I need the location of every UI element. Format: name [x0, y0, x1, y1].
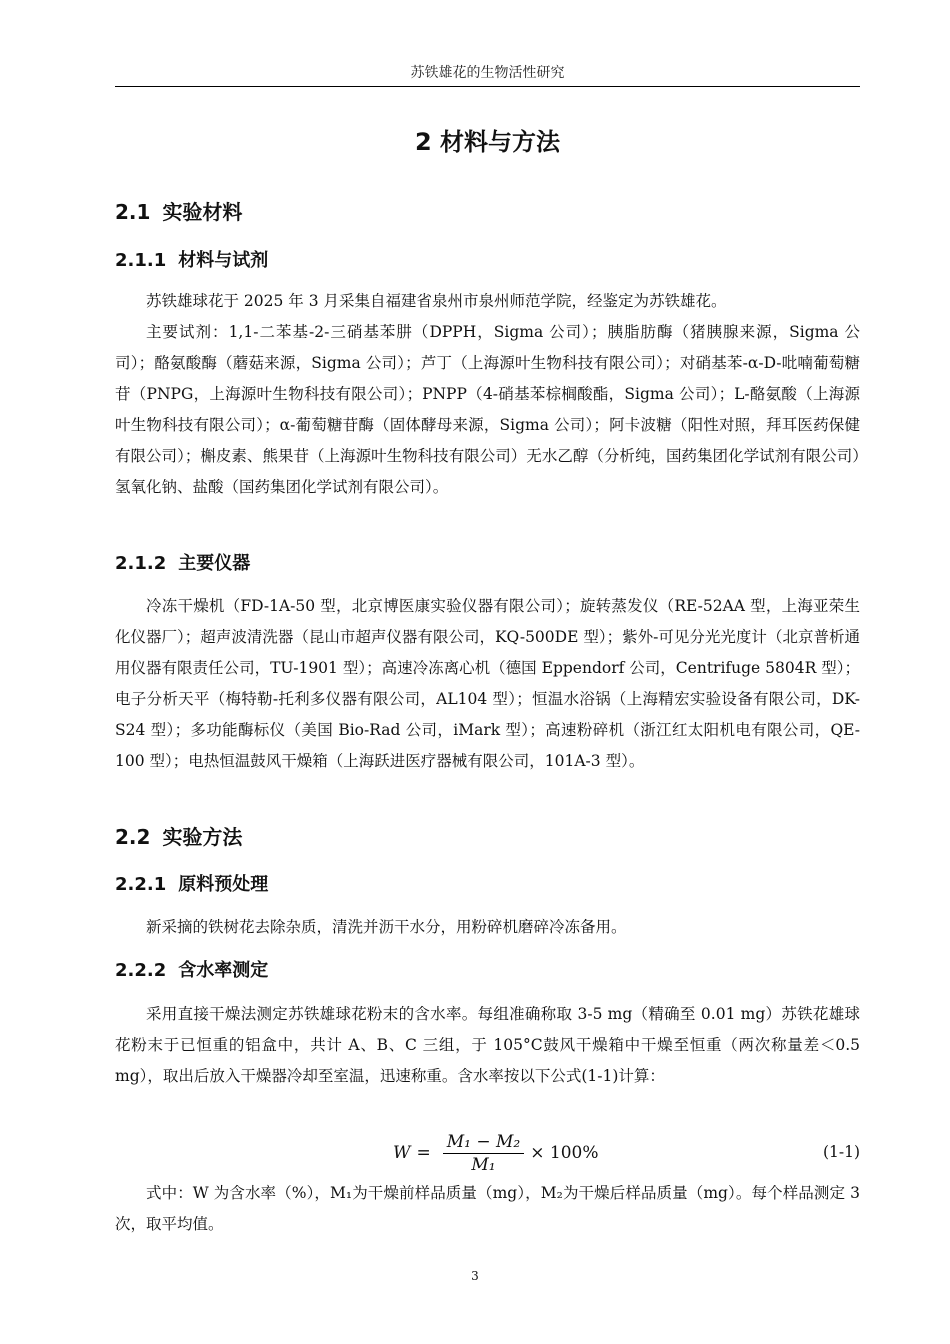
formula-lhs: W	[393, 1143, 411, 1163]
section-number: 2.2.2	[115, 960, 167, 981]
paragraph-formula-explanation: 式中：W 为含水率（%），M₁为干燥前样品质量（mg），M₂为干燥后样品质量（mg）。每个样品测定 3 次，取平均值。	[115, 1184, 860, 1233]
formula-equals: =	[416, 1143, 431, 1163]
section-title: 材料与试剂	[178, 250, 269, 271]
paragraph-moisture-method: 采用直接干燥法测定苏铁雄球花粉末的含水率。每组准确称取 3-5 mg（精确至 0.01 mg）苏铁花雄球花粉末于已恒重的铝盒中，共计 A、B、C 三组，于 105°C鼓风干燥箱中干燥至恒重（两次称量差＜0.5 mg），取出后放入干燥器冷却至室温，迅速称重。含水率按以下公式(1-1)计算：	[115, 1005, 860, 1085]
section-number: 2.2	[115, 825, 151, 849]
section-title: 原料预处理	[178, 874, 269, 895]
section-title: 主要仪器	[178, 553, 251, 574]
section-heading-2-2-1	[115, 872, 268, 898]
formula-denominator: M₁	[471, 1154, 496, 1175]
section-number: 2.2.1	[115, 874, 167, 895]
formula-numerator: M₁ − M₂	[446, 1131, 521, 1152]
section-number: 2.1.1	[115, 250, 167, 271]
equation-number: (1-1)	[822, 1143, 860, 1161]
chapter-title: 2 材料与方法	[414, 128, 561, 156]
section-title: 实验材料	[162, 200, 243, 224]
section-heading-2-1-2	[115, 551, 250, 577]
section-title: 含水率测定	[178, 960, 269, 981]
page-number: 3	[471, 1269, 479, 1283]
section-heading-2-2	[115, 823, 242, 851]
section-number: 2.1	[115, 200, 151, 224]
header-rule	[115, 86, 860, 87]
formula-fraction	[443, 1131, 525, 1176]
running-header: 苏铁雄花的生物活性研究	[410, 65, 565, 81]
paragraph-material-source: 苏铁雄球花于 2025 年 3 月采集自福建省泉州市泉州师范学院，经鉴定为苏铁雄花。	[146, 292, 727, 310]
section-heading-2-2-2	[115, 958, 268, 984]
paragraph-reagents: 主要试剂：1,1-二苯基-2-三硝基苯肼（DPPH，Sigma 公司）；胰脂肪酶（猪胰腺来源，Sigma 公司）；酪氨酸酶（蘑菇来源，Sigma 公司）；芦丁（上海源叶生物科技有限公司）；对硝基苯-α-D-吡喃葡萄糖苷（PNPG，上海源叶生物科技有限公司）；PNPP（4-硝基苯棕榈酸酯，Sigma 公司）；L-酪氨酸（上海源叶生物科技有限公司）；α-葡萄糖苷酶（固体酵母来源，Sigma 公司）；阿卡波糖（阳性对照，拜耳医药保健有限公司）；槲皮素、熊果苷（上海源叶生物科技有限公司）无水乙醇（分析纯，国药集团化学试剂有限公司）氢氧化钠、盐酸（国药集团化学试剂有限公司）。	[115, 323, 860, 496]
section-heading-2-1-1	[115, 248, 268, 274]
section-number: 2.1.2	[115, 553, 167, 574]
section-heading-2-1	[115, 198, 242, 226]
paragraph-pretreatment: 新采摘的铁树花去除杂质，清洗并沥干水分，用粉碎机磨碎冷冻备用。	[146, 918, 627, 936]
paragraph-instruments: 冷冻干燥机（FD-1A-50 型，北京博医康实验仪器有限公司）；旋转蒸发仪（RE-52AA 型，上海亚荣生化仪器厂）；超声波清洗器（昆山市超声仪器有限公司，KQ-500DE 型）；紫外-可见分光光度计（北京普析通用仪器有限责任公司，TU-1901 型）；高速冷冻离心机（德国 Eppendorf 公司，Centrifuge 5804R 型）；电子分析天平（梅特勒-托利多仪器有限公司，AL104 型）；恒温水浴锅（上海精宏实验设备有限公司，DK-S24 型）；多功能酶标仪（美国 Bio-Rad 公司，iMark 型）；高速粉碎机（浙江红太阳机电有限公司，QE-100 型）；电热恒温鼓风干燥箱（上海跃进医疗器械有限公司，101A-3 型）。	[115, 597, 860, 770]
formula-times: × 100%	[530, 1143, 599, 1163]
section-title: 实验方法	[162, 825, 243, 849]
formula-row	[115, 1126, 860, 1180]
moisture-formula	[393, 1126, 598, 1180]
